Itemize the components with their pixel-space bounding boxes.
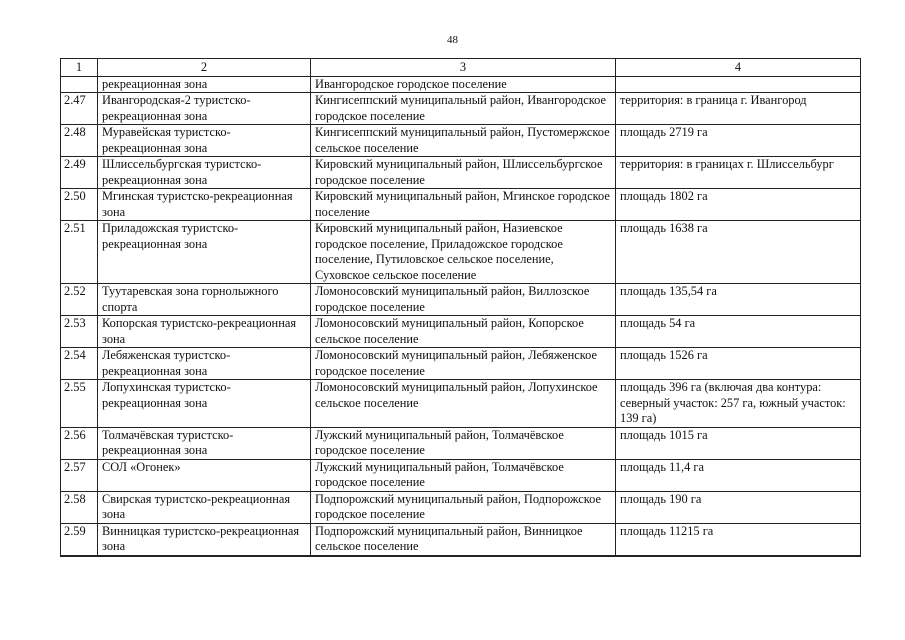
zone-name: Толмачёвская туристско-рекреационная зона — [98, 427, 311, 459]
table-header — [61, 59, 861, 77]
zone-name: Приладожская туристско-рекреационная зона — [98, 221, 311, 284]
zones-table — [60, 58, 861, 557]
table-body — [61, 76, 861, 556]
row-number: 2.54 — [61, 348, 98, 380]
zone-area: площадь 54 га — [616, 316, 861, 348]
zone-name: Мгинская туристско-рекреационная зона — [98, 189, 311, 221]
header-col-3: 3 — [311, 59, 616, 77]
table-row — [61, 125, 861, 157]
zone-name: Лебяженская туристско-рекреационная зона — [98, 348, 311, 380]
zone-location: Ломоносовский муниципальный район, Лопухинское сельское поселение — [311, 380, 616, 428]
row-number: 2.49 — [61, 157, 98, 189]
zone-name: рекреационная зона — [98, 76, 311, 93]
row-number: 2.47 — [61, 93, 98, 125]
zone-location: Кировский муниципальный район, Шлиссельбургское городское поселение — [311, 157, 616, 189]
row-number: 2.53 — [61, 316, 98, 348]
zone-area: площадь 396 га (включая два контура: северный участок: 257 га, южный участок: 139 га) — [616, 380, 861, 428]
zone-location: Ивангородское городское поселение — [311, 76, 616, 93]
table-row — [61, 76, 861, 93]
zone-area: территория: в граница г. Ивангород — [616, 93, 861, 125]
row-number: 2.51 — [61, 221, 98, 284]
zone-name: Винницкая туристско-рекреационная зона — [98, 523, 311, 555]
zone-area: площадь 1015 га — [616, 427, 861, 459]
table-row — [61, 221, 861, 284]
page-number: 48 — [447, 34, 458, 46]
zone-area: площадь 1802 га — [616, 189, 861, 221]
zone-area: площадь 1638 га — [616, 221, 861, 284]
zone-name: Свирская туристско-рекреационная зона — [98, 491, 311, 523]
zone-location — [311, 555, 616, 556]
header-row — [61, 59, 861, 77]
row-number: 2.52 — [61, 284, 98, 316]
table-row — [61, 523, 861, 555]
zone-location: Кингисеппский муниципальный район, Пустомержское сельское поселение — [311, 125, 616, 157]
zone-area — [616, 555, 861, 556]
row-number — [61, 555, 98, 556]
table-row — [61, 555, 861, 556]
row-number: 2.57 — [61, 459, 98, 491]
row-number: 2.59 — [61, 523, 98, 555]
zone-name: Муравейская туристско-рекреационная зона — [98, 125, 311, 157]
zone-name: Ивангородская-2 туристско-рекреационная зона — [98, 93, 311, 125]
zone-location: Ломоносовский муниципальный район, Лебяженское городское поселение — [311, 348, 616, 380]
zone-location: Лужский муниципальный район, Толмачёвское городское поселение — [311, 459, 616, 491]
zone-location: Подпорожский муниципальный район, Винницкое сельское поселение — [311, 523, 616, 555]
row-number: 2.58 — [61, 491, 98, 523]
table-row — [61, 459, 861, 491]
zone-area: площадь 190 га — [616, 491, 861, 523]
table-row — [61, 427, 861, 459]
table-row — [61, 491, 861, 523]
zone-name: Шлиссельбургская туристско-рекреационная зона — [98, 157, 311, 189]
row-number: 2.48 — [61, 125, 98, 157]
zone-name: Копорская туристско-рекреационная зона — [98, 316, 311, 348]
zone-location: Лужский муниципальный район, Толмачёвское городское поселение — [311, 427, 616, 459]
zone-area: площадь 2719 га — [616, 125, 861, 157]
zone-area: площадь 1526 га — [616, 348, 861, 380]
zone-location: Подпорожский муниципальный район, Подпорожское городское поселение — [311, 491, 616, 523]
header-col-2: 2 — [98, 59, 311, 77]
zone-area: площадь 11215 га — [616, 523, 861, 555]
header-col-4: 4 — [616, 59, 861, 77]
table-row — [61, 380, 861, 428]
row-number: 2.56 — [61, 427, 98, 459]
zone-location: Ломоносовский муниципальный район, Виллозское городское поселение — [311, 284, 616, 316]
header-col-1: 1 — [61, 59, 98, 77]
table-row — [61, 93, 861, 125]
zone-area — [616, 76, 861, 93]
row-number — [61, 76, 98, 93]
table-row — [61, 189, 861, 221]
zone-area: площадь 135,54 га — [616, 284, 861, 316]
table-row — [61, 157, 861, 189]
zone-name — [98, 555, 311, 556]
zone-location: Ломоносовский муниципальный район, Копорское сельское поселение — [311, 316, 616, 348]
zone-area: территория: в границах г. Шлиссельбург — [616, 157, 861, 189]
table-row — [61, 284, 861, 316]
table-row — [61, 348, 861, 380]
row-number: 2.55 — [61, 380, 98, 428]
zone-name: Туутаревская зона горнолыжного спорта — [98, 284, 311, 316]
table-row — [61, 316, 861, 348]
zone-location: Кировский муниципальный район, Мгинское городское поселение — [311, 189, 616, 221]
zone-name: Лопухинская туристско-рекреационная зона — [98, 380, 311, 428]
zone-name: СОЛ «Огонек» — [98, 459, 311, 491]
zone-area: площадь 11,4 га — [616, 459, 861, 491]
row-number: 2.50 — [61, 189, 98, 221]
zone-location: Кингисеппский муниципальный район, Ивангородское городское поселение — [311, 93, 616, 125]
zone-location: Кировский муниципальный район, Назиевское городское поселение, Приладожское городское поселение, Путиловское сельское поселение, Суховское сельское поселение — [311, 221, 616, 284]
